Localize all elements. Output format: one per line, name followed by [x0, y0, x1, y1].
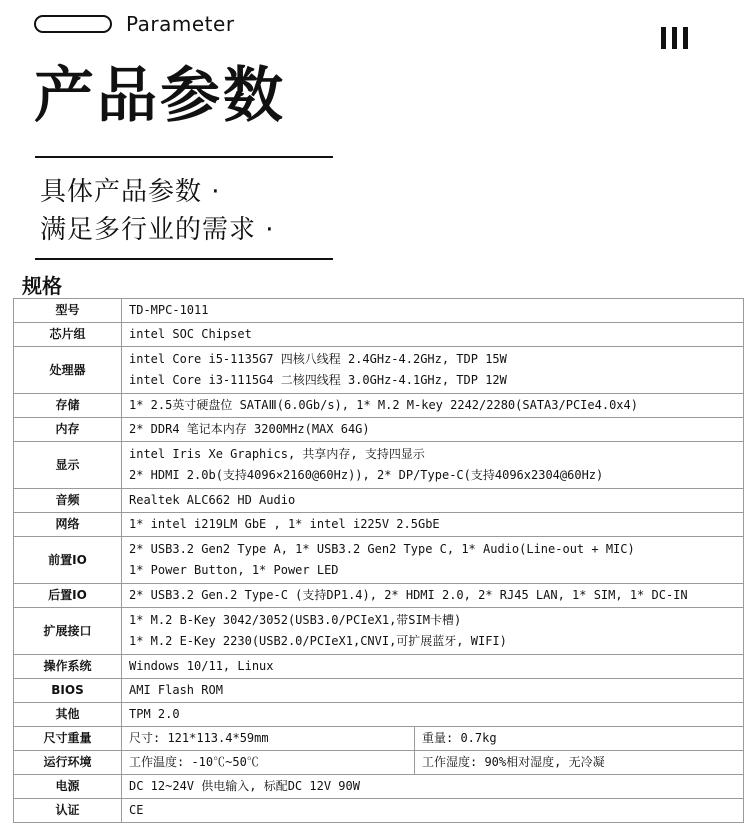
bars-icon: [661, 27, 691, 49]
row-label: 型号: [14, 299, 122, 323]
row-value: [122, 347, 744, 394]
row-label: 芯片组: [14, 323, 122, 347]
row-value-line: 1* M.2 E-Key 2230(USB2.0/PCIeX1,CNVI,可扩展蓝牙, WIFI): [129, 634, 507, 648]
row-label: 前置IO: [14, 537, 122, 584]
table-row: [14, 442, 744, 489]
row-value: 1* 2.5英寸硬盘位 SATAⅢ(6.0Gb/s), 1* M.2 M-key 2242/2280(SATA3/PCIe4.0x4): [122, 394, 744, 418]
row-value-weight: 重量: 0.7kg: [415, 727, 744, 751]
row-label: 后置IO: [14, 584, 122, 608]
row-label: 运行环境: [14, 751, 122, 775]
row-value-humidity: 工作湿度: 90%相对湿度, 无冷凝: [415, 751, 744, 775]
row-label: 存储: [14, 394, 122, 418]
table-row: [14, 703, 744, 727]
subtitle-line-1: 具体产品参数 ·: [40, 177, 221, 207]
row-label: BIOS: [14, 679, 122, 703]
row-value: Realtek ALC662 HD Audio: [122, 489, 744, 513]
row-value: TPM 2.0: [122, 703, 744, 727]
row-value: TD-MPC-1011: [122, 299, 744, 323]
row-value-line: 1* M.2 B-Key 3042/3052(USB3.0/PCIeX1,带SIM卡槽): [129, 613, 462, 627]
row-value-size: 尺寸: 121*113.4*59mm: [122, 727, 415, 751]
row-value: CE: [122, 799, 744, 823]
row-value-line: 2* USB3.2 Gen2 Type A, 1* USB3.2 Gen2 Type C, 1* Audio(Line-out + MIC): [129, 542, 635, 556]
divider-bottom: [35, 258, 333, 260]
row-value: intel SOC Chipset: [122, 323, 744, 347]
row-value-line: intel Core i3-1115G4 二核四线程 3.0GHz-4.1GHz, TDP 12W: [129, 373, 507, 387]
row-label: 尺寸重量: [14, 727, 122, 751]
subtitle-line-2: 满足多行业的需求 ·: [40, 215, 275, 245]
table-row: [14, 394, 744, 418]
row-value: DC 12~24V 供电输入, 标配DC 12V 90W: [122, 775, 744, 799]
page-title: 产品参数: [34, 61, 286, 131]
table-row: [14, 655, 744, 679]
row-label: 认证: [14, 799, 122, 823]
row-value-line: intel Iris Xe Graphics, 共享内存, 支持四显示: [129, 447, 425, 461]
section-title: 规格: [22, 274, 62, 298]
table-row: [14, 347, 744, 394]
table-row: [14, 537, 744, 584]
row-label: 内存: [14, 418, 122, 442]
table-row: [14, 323, 744, 347]
row-value: [122, 442, 744, 489]
row-value: [122, 537, 744, 584]
row-label: 其他: [14, 703, 122, 727]
table-row: [14, 608, 744, 655]
row-label: 电源: [14, 775, 122, 799]
row-value: 1* intel i219LM GbE , 1* intel i225V 2.5GbE: [122, 513, 744, 537]
row-value-line: 2* HDMI 2.0b(支持4096×2160@60Hz)), 2* DP/Type-C(支持4096x2304@60Hz): [129, 468, 604, 482]
row-value: Windows 10/11, Linux: [122, 655, 744, 679]
table-row: [14, 489, 744, 513]
table-row: [14, 727, 744, 751]
divider-top: [35, 156, 333, 158]
table-row: [14, 799, 744, 823]
table-row: [14, 513, 744, 537]
row-label: 扩展接口: [14, 608, 122, 655]
table-row: [14, 751, 744, 775]
row-value-line: intel Core i5-1135G7 四核八线程 2.4GHz-4.2GHz, TDP 15W: [129, 352, 507, 366]
row-value: 2* DDR4 笔记本内存 3200MHz(MAX 64G): [122, 418, 744, 442]
parameter-label: Parameter: [126, 12, 235, 36]
table-row: [14, 775, 744, 799]
table-row: [14, 299, 744, 323]
row-label: 操作系统: [14, 655, 122, 679]
pill-outline-decoration: [34, 15, 112, 33]
table-row: [14, 679, 744, 703]
row-label: 显示: [14, 442, 122, 489]
row-label: 网络: [14, 513, 122, 537]
row-value-temperature: 工作温度: -10℃~50℃: [122, 751, 415, 775]
row-value: AMI Flash ROM: [122, 679, 744, 703]
row-value: 2* USB3.2 Gen.2 Type-C (支持DP1.4), 2* HDMI 2.0, 2* RJ45 LAN, 1* SIM, 1* DC-IN: [122, 584, 744, 608]
row-label: 处理器: [14, 347, 122, 394]
table-row: [14, 418, 744, 442]
table-row: [14, 584, 744, 608]
row-value: [122, 608, 744, 655]
row-value-line: 1* Power Button, 1* Power LED: [129, 563, 339, 577]
row-label: 音频: [14, 489, 122, 513]
spec-table: [13, 298, 744, 823]
